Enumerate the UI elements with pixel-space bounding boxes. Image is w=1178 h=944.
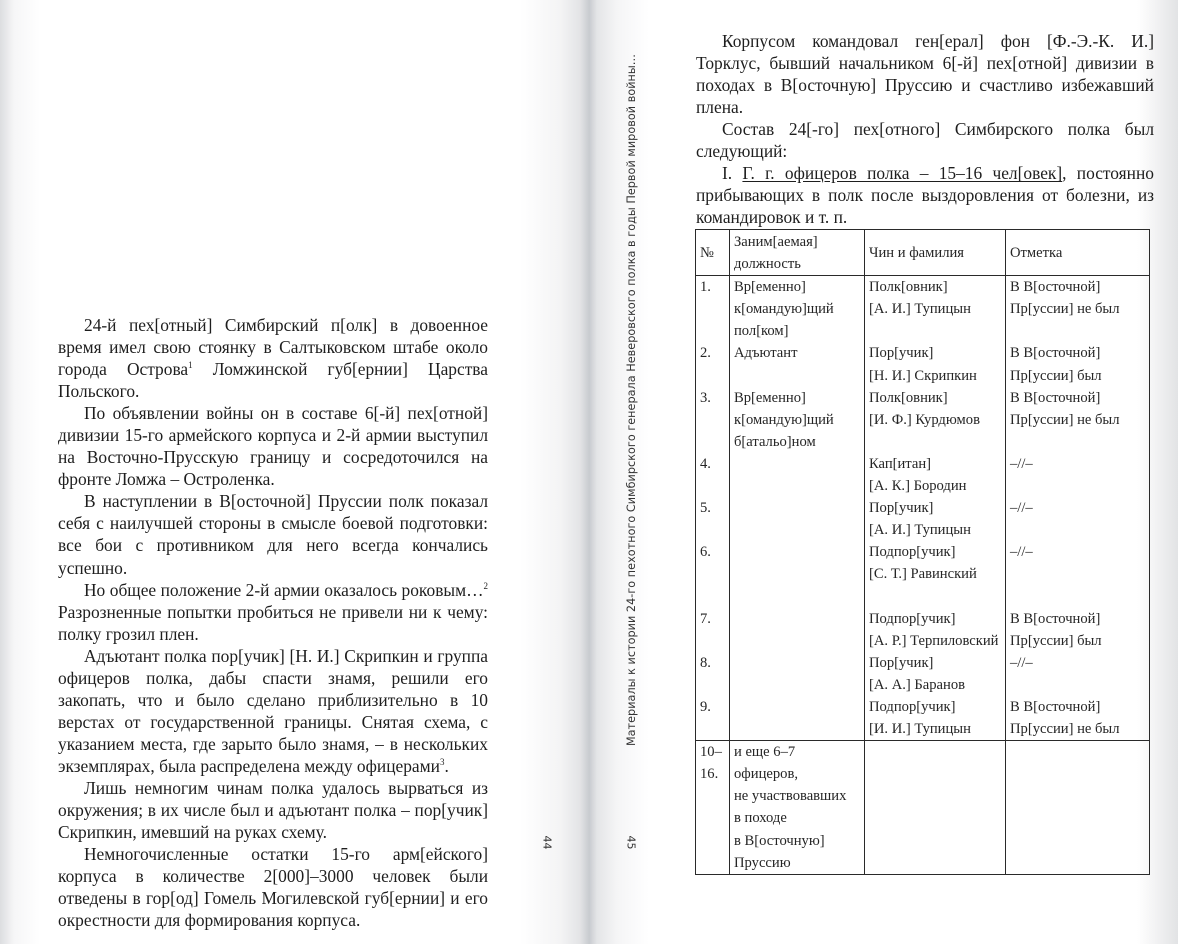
cell-position: и еще 6–7 офицеров, не участвовавших в походе в В[осточную] Пруссию <box>730 741 865 875</box>
cell-note <box>1006 741 1150 875</box>
cell-rank-name: Подпор[учик] [А. Р.] Терпиловский <box>865 608 1006 652</box>
paragraph: Адъютант полка пор[учик] [Н. И.] Скрипкин и группа офицеров полка, дабы спасти знамя, решили его закопать, что и было сделано приблизительно в 10 верстах от государственной границы. Снятая схема, с указанием места, где зарыто было знамя, – в нескольких экземплярах, была распределена между офицерами$^3$. <box>58 645 488 776</box>
table-row <box>696 608 1150 652</box>
paragraph: По объявлении войны он в составе 6[-й] пех[отной] дивизии 15-го армейского корпуса и 2-й армии выступил на Восточно-Прусскую границу и сосредоточился на фронте Ломжа – Остроленка. <box>58 403 488 490</box>
cell-note: –//– <box>1006 652 1150 696</box>
cell-note: –//– <box>1006 541 1150 607</box>
cell-number: 9. <box>696 696 730 741</box>
cell-position <box>730 497 865 541</box>
officers-table-body <box>696 276 1150 875</box>
table-row <box>696 696 1150 741</box>
cell-rank-name: Пор[учик] [Н. И.] Скрипкин <box>865 342 1006 386</box>
cell-position <box>730 652 865 696</box>
cell-note: –//– <box>1006 497 1150 541</box>
cell-rank-name <box>865 741 1006 875</box>
cell-number: 4. <box>696 453 730 497</box>
cell-note: –//– <box>1006 453 1150 497</box>
table-row <box>696 342 1150 386</box>
cell-note: В В[осточной] Пр[уссии] был <box>1006 608 1150 652</box>
cell-note: В В[осточной] Пр[уссии] был <box>1006 342 1150 386</box>
column-header-rank-name: Чин и фамилия <box>865 230 1006 276</box>
paragraph: Корпусом командовал ген[ерал] фон [Ф.-Э.-К. И.] Торклус, бывший начальником 6[-й] пех[отной] дивизии в походах в В[осточную] Пруссию и счастливо избежавший плена. <box>696 31 1154 118</box>
paragraph: Немногочисленные остатки 15-го арм[ейского] корпуса в количестве 2[000]–3000 человек были отведены в гор[од] Гомель Могилевской губ[ернии] и его окрестности для формирования корпуса. <box>58 844 488 931</box>
cell-note: В В[осточной] Пр[уссии] не был <box>1006 696 1150 741</box>
officers-table <box>695 229 1150 875</box>
footnote-ref[interactable]: 2 <box>483 580 488 591</box>
cell-position <box>730 608 865 652</box>
column-header-number: № <box>696 230 730 276</box>
running-head: Материалы к истории 24-го пехотного Симбирского генерала Неверовского полка в годы Первой мировой войны… <box>625 53 638 747</box>
cell-number: 10– 16. <box>696 741 730 875</box>
cell-number: 6. <box>696 541 730 607</box>
page-number-right: 45 <box>624 835 638 850</box>
table-header-row <box>696 230 1150 276</box>
cell-note: В В[осточной] Пр[уссии] не был <box>1006 276 1150 343</box>
right-page-body <box>696 30 1154 228</box>
cell-position <box>730 696 865 741</box>
cell-rank-name: Кап[итан] [А. К.] Бородин <box>865 453 1006 497</box>
column-header-note: Отметка <box>1006 230 1150 276</box>
cell-position: Вр[еменно] к[омандую]щий б[атальо]ном <box>730 387 865 453</box>
cell-number: 7. <box>696 608 730 652</box>
table-row <box>696 652 1150 696</box>
cell-position: Вр[еменно] к[омандую]щий пол[ком] <box>730 276 865 343</box>
cell-rank-name: Пор[учик] [А. И.] Тупицын <box>865 497 1006 541</box>
table-row <box>696 276 1150 343</box>
cell-number: 8. <box>696 652 730 696</box>
left-page-body <box>58 314 488 931</box>
cell-rank-name: Подпор[учик] [С. Т.] Равинский <box>865 541 1006 607</box>
table-row <box>696 453 1150 497</box>
cell-rank-name: Полк[овник] [И. Ф.] Курдюмов <box>865 387 1006 453</box>
cell-rank-name: Подпор[учик] [И. И.] Тупицын <box>865 696 1006 741</box>
table-row <box>696 541 1150 607</box>
cell-position <box>730 541 865 607</box>
paragraph: 24-й пех[отный] Симбирский п[олк] в довоенное время имел свою стоянку в Салтыковском штабе около города Острова$^1$ Ломжинской губ[ернии] Царства Польского. <box>58 315 488 402</box>
cell-rank-name: Пор[учик] [А. А.] Баранов <box>865 652 1006 696</box>
cell-number: 3. <box>696 387 730 453</box>
footnote-ref[interactable]: 1 <box>188 360 193 371</box>
paragraph: Лишь немногим чинам полка удалось вырваться из окружения; в их числе был и адъютант полка – пор[учик] Скрипкин, имевший на руках схему. <box>58 777 488 843</box>
table-row <box>696 387 1150 453</box>
cell-number: 2. <box>696 342 730 386</box>
cell-number: 5. <box>696 497 730 541</box>
paragraph: В наступлении в В[осточной] Пруссии полк показал себя с наилучшей стороны в смысле боевой подготовки: все бои с противником для него всегда кончались успешно. <box>58 491 488 578</box>
cell-position: Адъютант <box>730 342 865 386</box>
paragraph: Состав 24[-го] пех[отного] Симбирского полка был следующий: <box>696 119 1154 162</box>
section-title-underlined: Г. г. офицеров полка – 15–16 чел[овек] <box>742 163 1063 184</box>
table-row <box>696 741 1150 875</box>
page-number-left: 44 <box>540 835 554 850</box>
cell-number: 1. <box>696 276 730 343</box>
column-header-position: Заним[аемая] должность <box>730 230 865 276</box>
paragraph: Но общее положение 2-й армии оказалось роковым…$^2$ Разрозненные попытки пробиться не привели ни к чему: полку грозил плен. <box>58 579 488 644</box>
cell-note: В В[осточной] Пр[уссии] не был <box>1006 387 1150 453</box>
cell-rank-name: Полк[овник] [А. И.] Тупицын <box>865 276 1006 343</box>
section-heading: I. Г. г. офицеров полка – 15–16 чел[овек], постоянно прибывающих в полк после выздоровления от болезни, из командировок и т. п. <box>696 163 1154 228</box>
cell-position <box>730 453 865 497</box>
table-row <box>696 497 1150 541</box>
footnote-ref[interactable]: 3 <box>439 756 445 767</box>
